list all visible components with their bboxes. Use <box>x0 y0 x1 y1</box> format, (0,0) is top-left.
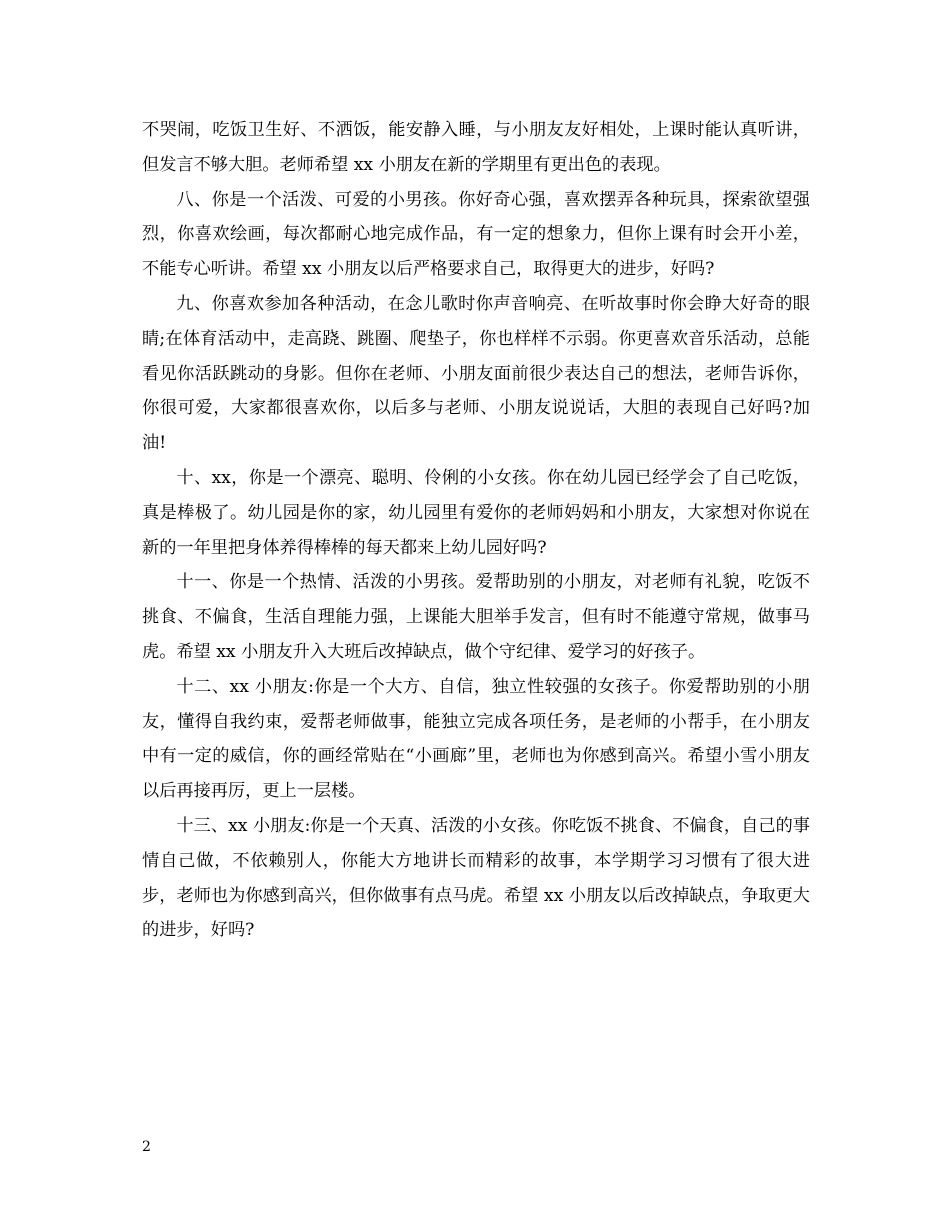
paragraph-continued: 不哭闹，吃饭卫生好、不洒饭，能安静入睡，与小朋友友好相处，上课时能认真听讲，但发言不够大胆。老师希望 xx 小朋友在新的学期里有更出色的表现。 <box>142 120 810 175</box>
paragraph-item-11: 十一、你是一个热情、活泼的小男孩。爱帮助别的小朋友，对老师有礼貌，吃饭不挑食、不偏食，生活自理能力强，上课能大胆举手发言，但有时不能遵守常规，做事马虎。希望 xx 小朋友升入大班后改掉缺点，做个守纪律、爱学习的好孩子。 <box>142 572 810 662</box>
paragraph-item-9: 九、你喜欢参加各种活动，在念儿歌时你声音响亮、在听故事时你会睁大好奇的眼睛;在体育活动中，走高跷、跳圈、爬垫子，你也样样不示弱。你更喜欢音乐活动，总能看见你活跃跳动的身影。但你在老师、小朋友面前很少表达自己的想法，老师告诉你，你很可爱，大家都很喜欢你，以后多与老师、小朋友说说话，大胆的表现自己好吗?加油! <box>142 293 810 454</box>
paragraph-item-8: 八、你是一个活泼、可爱的小男孩。你好奇心强，喜欢摆弄各种玩具，探索欲望强烈，你喜欢绘画，每次都耐心地完成作品，有一定的想象力，但你上课有时会开小差，不能专心听讲。希望 xx 小朋友以后严格要求自己，取得更大的进步，好吗? <box>142 189 810 280</box>
page-number: 2 <box>142 1139 151 1155</box>
paragraph-item-10: 十、xx，你是一个漂亮、聪明、伶俐的小女孩。你在幼儿园已经学会了自己吃饭，真是棒极了。幼儿园是你的家，幼儿园里有爱你的老师妈妈和小朋友，大家想对你说在新的一年里把身体养得棒棒的每天都来上幼儿园好吗? <box>142 467 810 558</box>
paragraph-item-13: 十三、xx 小朋友:你是一个天真、活泼的小女孩。你吃饭不挑食、不偏食，自己的事情自己做，不依赖别人，你能大方地讲长而精彩的故事，本学期学习习惯有了很大进步，老师也为你感到高兴，但你做事有点马虎。希望 xx 小朋友以后改掉缺点，争取更大的进步，好吗? <box>142 815 810 941</box>
body-text <box>142 113 810 948</box>
paragraph-item-12: 十二、xx 小朋友:你是一个大方、自信，独立性较强的女孩子。你爱帮助别的小朋友，懂得自我约束，爱帮老师做事，能独立完成各项任务，是老师的小帮手，在小朋友中有一定的威信，你的画经常贴在“小画廊”里，老师也为你感到高兴。希望小雪小朋友以后再接再厉，更上一层楼。 <box>142 676 810 802</box>
